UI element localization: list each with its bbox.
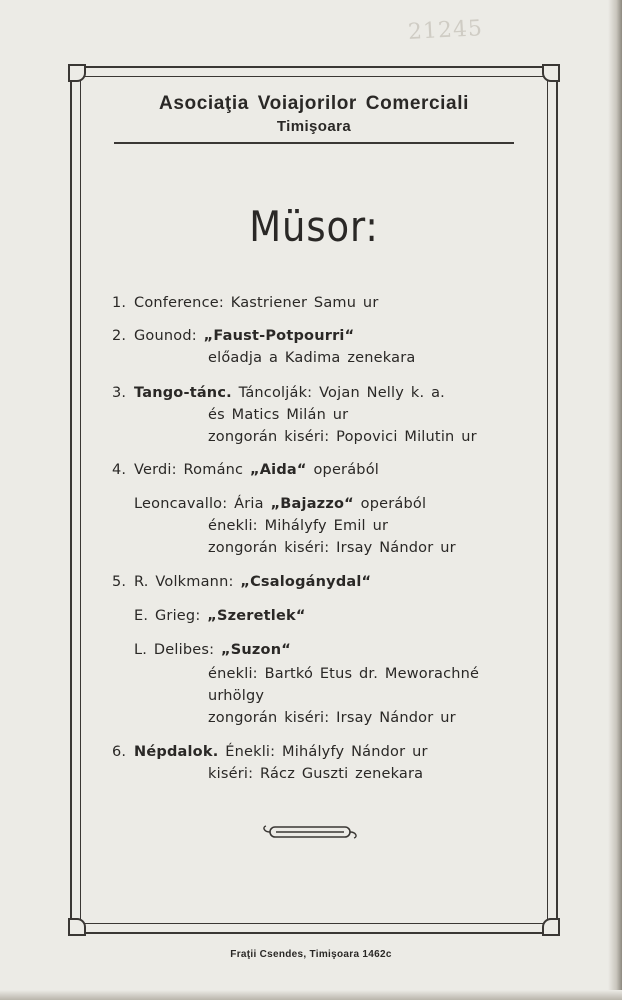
item-number: 1. <box>112 295 127 311</box>
singer-line: énekli: Mihályfy Emil ur <box>208 518 389 534</box>
ornament-divider-icon <box>260 823 360 841</box>
accompanist-line: zongorán kiséri: Irsay Nándor ur <box>208 710 456 726</box>
program-item-3 <box>112 385 445 401</box>
delibes-line <box>134 642 291 658</box>
work-title: „Aida“ <box>250 462 307 478</box>
page-title: Müsor: <box>249 202 379 251</box>
accompanist-line: zongorán kiséri: Popovici Milutin ur <box>208 429 477 445</box>
item-number: 6. <box>112 744 127 760</box>
program-item-4 <box>112 462 379 478</box>
paper-bottom-shadow <box>0 990 622 1000</box>
singer-line-continued: urhölgy <box>208 688 265 704</box>
verdi-prefix: Verdi: Románc <box>134 462 251 478</box>
item-number: 2. <box>112 328 127 344</box>
act-title: Tango-tánc. <box>134 385 232 401</box>
paper-edge-shadow <box>608 0 622 1000</box>
frame-corner-top-right <box>542 64 560 82</box>
grieg-line <box>134 608 306 624</box>
performer-line: előadja a Kadima zenekara <box>208 350 416 366</box>
item-number: 4. <box>112 462 127 478</box>
singer-line: énekli: Bartkó Etus dr. Meworachné <box>208 666 480 682</box>
composer: Gounod: <box>134 328 197 344</box>
singer-line: Énekli: Mihályfy Nándor ur <box>225 744 428 760</box>
item-number: 3. <box>112 385 127 401</box>
grieg-prefix: E. Grieg: <box>134 608 208 624</box>
delibes-prefix: L. Delibes: <box>134 642 222 658</box>
dancers-line: Táncolják: Vojan Nelly k. a. <box>238 385 445 401</box>
volkmann-prefix: R. Volkmann: <box>134 574 241 590</box>
frame-corner-bottom-left <box>68 918 86 936</box>
accompanist-line: kiséri: Rácz Guszti zenekara <box>208 766 424 782</box>
association-city: Timişoara <box>276 118 352 135</box>
program-item-1 <box>112 295 379 311</box>
frame-corner-top-left <box>68 64 86 82</box>
pencil-inventory-mark: 21245 <box>407 16 484 45</box>
dancer-line: és Matics Milán ur <box>208 407 349 423</box>
work-title: „Suzon“ <box>221 642 291 658</box>
frame-corner-bottom-right <box>542 918 560 936</box>
work-title: „Szeretlek“ <box>207 608 306 624</box>
work-title: „Csalogánydal“ <box>240 574 372 590</box>
header-rule <box>114 142 514 144</box>
work-title: „Bajazzo“ <box>270 496 354 512</box>
printer-imprint: Fraţii Csendes, Timişoara 1462c <box>230 949 392 960</box>
program-item-5 <box>112 574 371 590</box>
leoncavallo-suffix: operából <box>353 496 427 512</box>
work-title: „Faust-Potpourri“ <box>203 328 355 344</box>
leoncavallo-line <box>134 496 426 512</box>
item-text: Conference: Kastriener Samu ur <box>134 295 379 311</box>
association-name: Asociaţia Voiajorilor Comerciali <box>159 93 469 114</box>
leoncavallo-prefix: Leoncavallo: Ária <box>134 496 271 512</box>
program-item-6 <box>112 744 428 760</box>
program-item-2 <box>112 328 354 344</box>
accompanist-line: zongorán kiséri: Irsay Nándor ur <box>208 540 456 556</box>
act-title: Népdalok. <box>134 744 219 760</box>
item-number: 5. <box>112 574 127 590</box>
verdi-suffix: operából <box>306 462 380 478</box>
